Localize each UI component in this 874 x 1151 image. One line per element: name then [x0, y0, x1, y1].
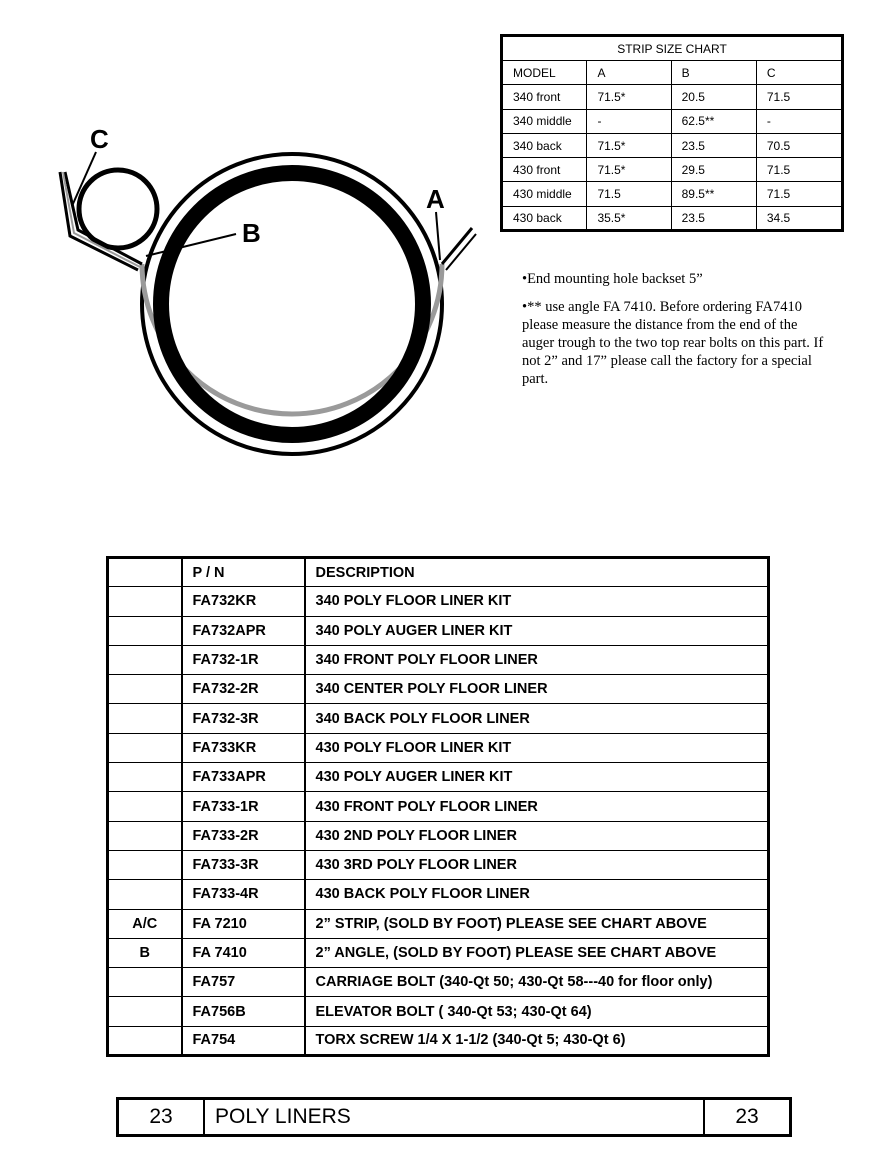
table-row	[108, 645, 769, 674]
pn-cell: FA732-3R	[182, 704, 305, 733]
key-cell	[108, 880, 182, 909]
a-cell: -	[587, 109, 671, 133]
c-cell: 71.5	[756, 158, 842, 182]
c-cell: 71.5	[756, 85, 842, 109]
page-number-left: 23	[118, 1099, 205, 1136]
pn-cell: FA733-3R	[182, 850, 305, 879]
pointer-a	[436, 212, 440, 260]
b-cell: 23.5	[671, 133, 756, 157]
key-cell	[108, 587, 182, 616]
model-cell: 430 front	[502, 158, 587, 182]
header-a: A	[587, 61, 671, 85]
pn-cell: FA 7210	[182, 909, 305, 938]
table-row	[108, 850, 769, 879]
b-cell: 62.5**	[671, 109, 756, 133]
key-cell	[108, 733, 182, 762]
description-cell: CARRIAGE BOLT (340-Qt 50; 430-Qt 58---40 for floor only)	[305, 968, 769, 997]
pn-cell: FA732KR	[182, 587, 305, 616]
table-row	[108, 587, 769, 616]
description-cell: 430 3RD POLY FLOOR LINER	[305, 850, 769, 879]
b-cell: 29.5	[671, 158, 756, 182]
c-cell: 34.5	[756, 206, 842, 230]
model-cell: 430 middle	[502, 182, 587, 206]
strip-chart-row	[502, 133, 843, 157]
b-cell: 20.5	[671, 85, 756, 109]
strip-chart-row	[502, 109, 843, 133]
table-row	[108, 616, 769, 645]
key-cell	[108, 997, 182, 1026]
b-cell: 23.5	[671, 206, 756, 230]
table-row	[108, 675, 769, 704]
description-cell: 430 POLY FLOOR LINER KIT	[305, 733, 769, 762]
key-cell	[108, 616, 182, 645]
description-cell: ELEVATOR BOLT ( 340-Qt 53; 430-Qt 64)	[305, 997, 769, 1026]
pn-cell: FA733-1R	[182, 792, 305, 821]
key-cell	[108, 704, 182, 733]
key-cell	[108, 645, 182, 674]
table-row	[108, 880, 769, 909]
pn-cell: FA732-2R	[182, 675, 305, 704]
model-cell: 340 back	[502, 133, 587, 157]
strip-chart-row	[502, 182, 843, 206]
table-row	[108, 733, 769, 762]
key-cell	[108, 675, 182, 704]
c-cell: 71.5	[756, 182, 842, 206]
a-cell: 71.5*	[587, 85, 671, 109]
page-number-right: 23	[704, 1099, 791, 1136]
pn-cell: FA732APR	[182, 616, 305, 645]
description-cell: 340 BACK POLY FLOOR LINER	[305, 704, 769, 733]
pn-cell: FA756B	[182, 997, 305, 1026]
description-cell: 430 2ND POLY FLOOR LINER	[305, 821, 769, 850]
description-cell: 340 FRONT POLY FLOOR LINER	[305, 645, 769, 674]
table-row	[108, 821, 769, 850]
pn-cell: FA 7410	[182, 938, 305, 967]
auger-liner-diagram	[40, 110, 500, 470]
model-cell: 340 middle	[502, 109, 587, 133]
strip-chart-row	[502, 85, 843, 109]
model-cell: 340 front	[502, 85, 587, 109]
description-cell: 2” STRIP, (SOLD BY FOOT) PLEASE SEE CHART ABOVE	[305, 909, 769, 938]
table-row	[108, 938, 769, 967]
key-cell	[108, 850, 182, 879]
header-pn: P / N	[182, 558, 305, 587]
c-cell: 70.5	[756, 133, 842, 157]
pn-cell: FA733-2R	[182, 821, 305, 850]
description-cell: 340 CENTER POLY FLOOR LINER	[305, 675, 769, 704]
key-cell	[108, 968, 182, 997]
key-cell	[108, 763, 182, 792]
header-key	[108, 558, 182, 587]
header-description: DESCRIPTION	[305, 558, 769, 587]
note-angle: •** use angle FA 7410. Before ordering FA7410 please measure the distance from the end of the auger trough to the two top rear bolts on this part. If not 2” and 17” please call the factory for a special part.	[522, 299, 824, 387]
pn-cell: FA733APR	[182, 763, 305, 792]
header-model: MODEL	[502, 61, 587, 85]
table-row	[108, 1026, 769, 1055]
pn-cell: FA733KR	[182, 733, 305, 762]
description-cell: TORX SCREW 1/4 X 1-1/2 (340-Qt 5; 430-Qt 6)	[305, 1026, 769, 1055]
key-cell	[108, 821, 182, 850]
a-cell: 35.5*	[587, 206, 671, 230]
strip-chart-header-row	[502, 61, 843, 85]
c-cell: -	[756, 109, 842, 133]
table-row	[108, 997, 769, 1026]
a-cell: 71.5	[587, 182, 671, 206]
table-row	[108, 704, 769, 733]
model-cell: 430 back	[502, 206, 587, 230]
key-cell	[108, 792, 182, 821]
table-row	[108, 763, 769, 792]
strip-chart-row	[502, 158, 843, 182]
section-title: POLY LINERS	[204, 1099, 704, 1136]
a-cell: 71.5*	[587, 158, 671, 182]
key-cell: A/C	[108, 909, 182, 938]
pn-cell: FA732-1R	[182, 645, 305, 674]
parts-table	[106, 556, 770, 1057]
pn-cell: FA733-4R	[182, 880, 305, 909]
parts-header-row	[108, 558, 769, 587]
pn-cell: FA754	[182, 1026, 305, 1055]
key-cell: B	[108, 938, 182, 967]
label-b: B	[242, 218, 261, 248]
note-backset: •End mounting hole backset 5”	[522, 271, 703, 287]
pn-cell: FA757	[182, 968, 305, 997]
description-cell: 430 FRONT POLY FLOOR LINER	[305, 792, 769, 821]
page-footer	[116, 1097, 792, 1137]
description-cell: 340 POLY FLOOR LINER KIT	[305, 587, 769, 616]
label-c: C	[90, 124, 109, 154]
a-cell: 71.5*	[587, 133, 671, 157]
description-cell: 430 POLY AUGER LINER KIT	[305, 763, 769, 792]
description-cell: 340 POLY AUGER LINER KIT	[305, 616, 769, 645]
chart-notes	[522, 270, 832, 398]
description-cell: 2” ANGLE, (SOLD BY FOOT) PLEASE SEE CHART ABOVE	[305, 938, 769, 967]
header-b: B	[671, 61, 756, 85]
table-row	[108, 909, 769, 938]
key-cell	[108, 1026, 182, 1055]
b-cell: 89.5**	[671, 182, 756, 206]
strip-chart-row	[502, 206, 843, 230]
strip-size-chart	[500, 34, 844, 232]
header-c: C	[756, 61, 842, 85]
label-a: A	[426, 184, 445, 214]
strip-chart-title: STRIP SIZE CHART	[502, 36, 843, 61]
description-cell: 430 BACK POLY FLOOR LINER	[305, 880, 769, 909]
table-row	[108, 792, 769, 821]
table-row	[108, 968, 769, 997]
